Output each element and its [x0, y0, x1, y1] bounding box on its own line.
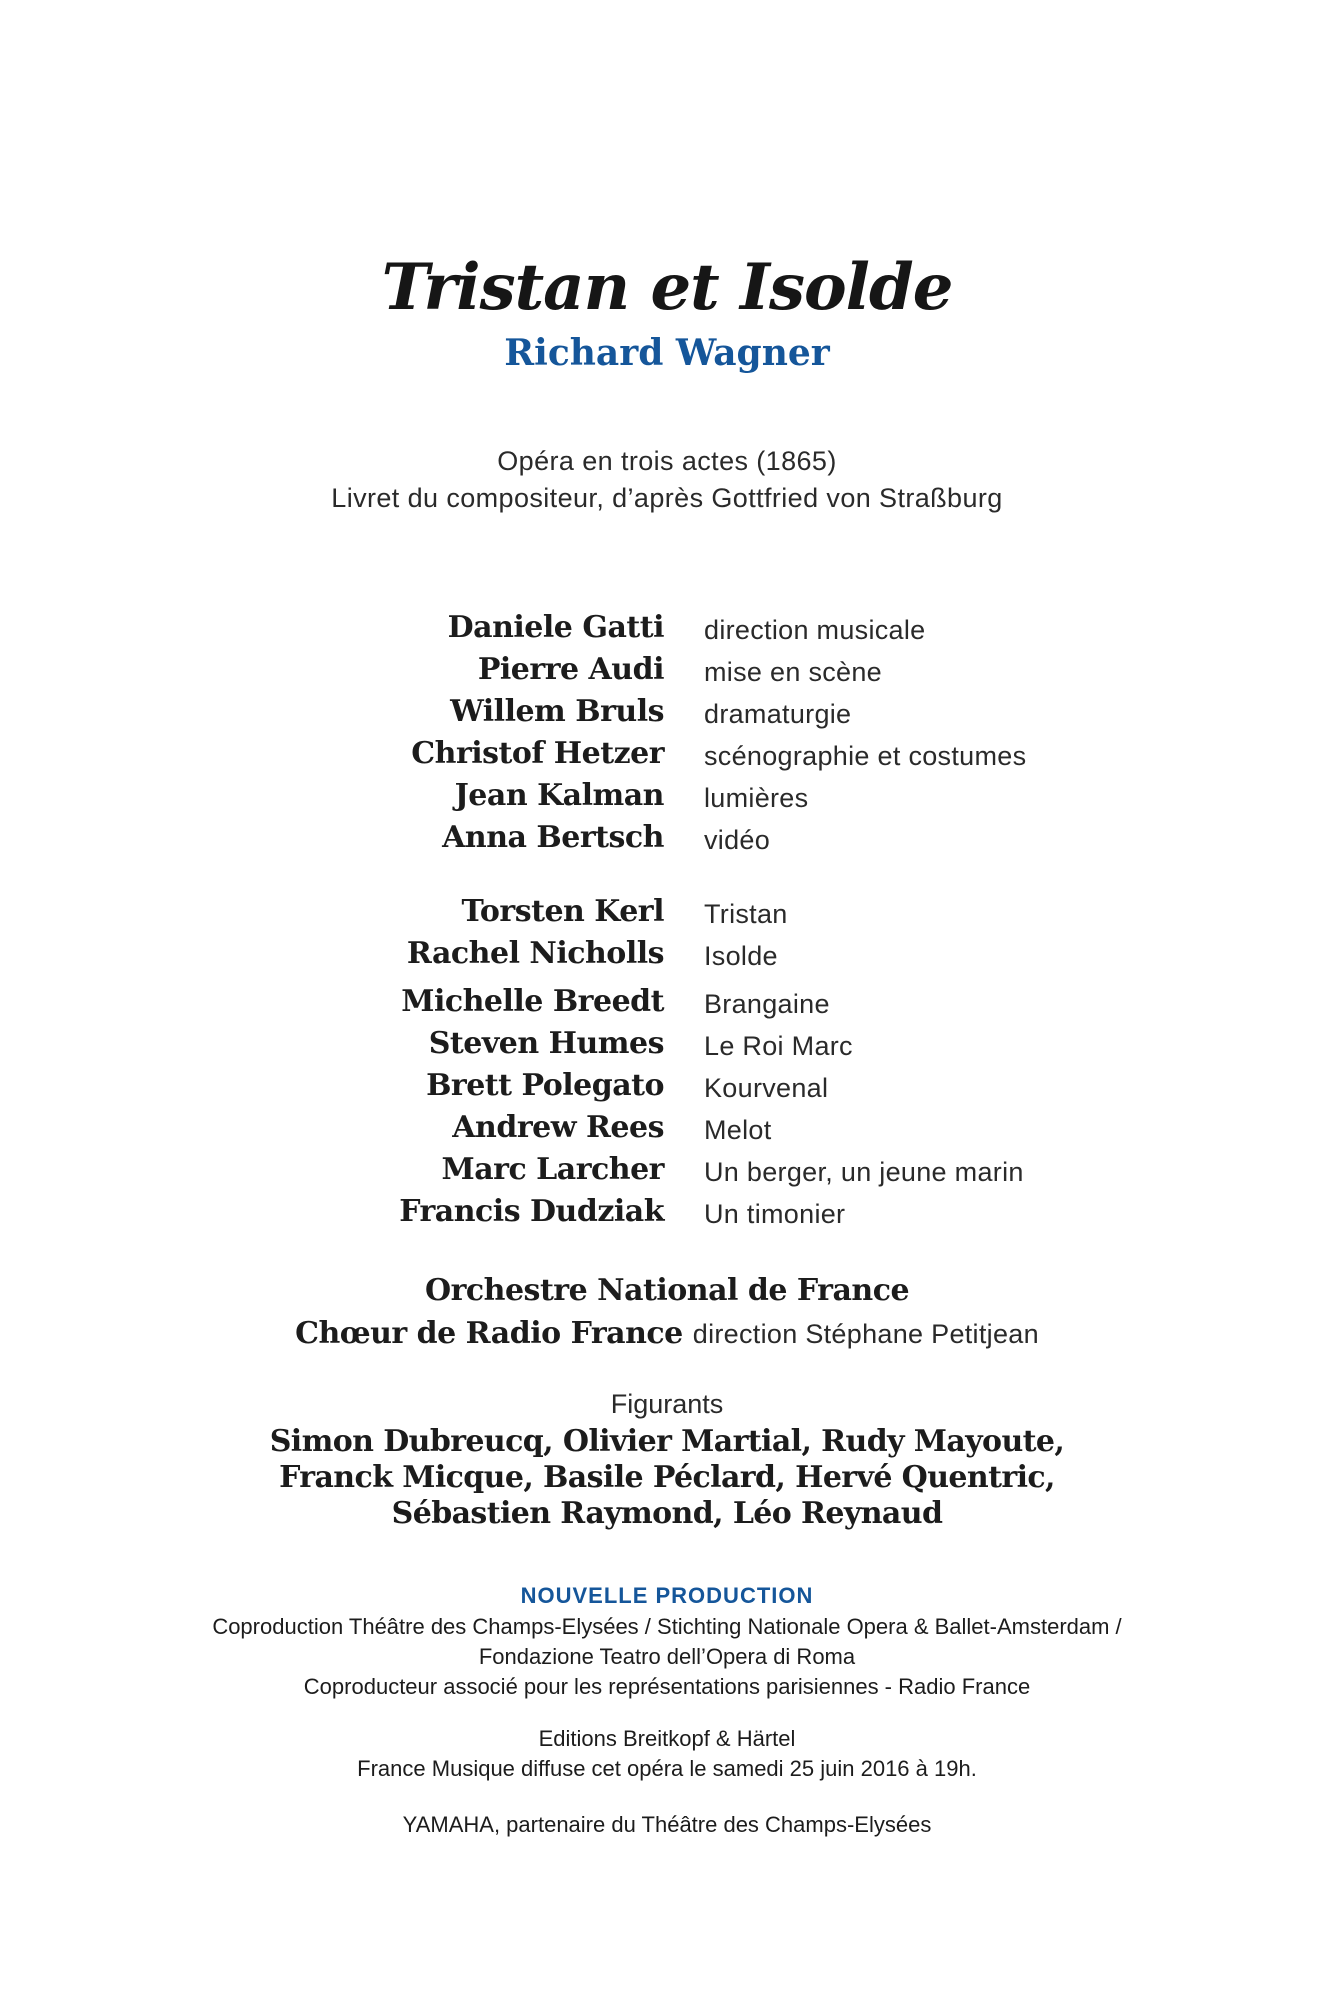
character-name: Le Roi Marc [704, 1031, 853, 1061]
sponsor-line: YAMAHA, partenaire du Théâtre des Champs-Elysées [402, 1812, 932, 1837]
extras-names [0, 1424, 1334, 1532]
credit-role: lumières [704, 783, 809, 813]
credit-role: mise en scène [704, 657, 882, 687]
production-label: NOUVELLE PRODUCTION [520, 1583, 814, 1608]
singer-name: Andrew Rees [452, 1110, 664, 1145]
singer-name: Brett Polegato [426, 1068, 664, 1103]
choir-name: Chœur de Radio France [295, 1316, 683, 1351]
credit-role: vidéo [704, 825, 771, 855]
character-name: Un timonier [704, 1199, 846, 1229]
credit-name: Willem Bruls [450, 694, 664, 729]
cast-row [0, 1065, 1334, 1107]
character-name: Tristan [704, 899, 788, 929]
character-name: Brangaine [704, 989, 830, 1019]
cast-row [0, 891, 1334, 933]
credit-row [0, 775, 1334, 817]
character-name: Kourvenal [704, 1073, 829, 1103]
character-name: Melot [704, 1115, 772, 1145]
singer-name: Michelle Breedt [401, 984, 664, 1019]
singer-name: Marc Larcher [441, 1152, 664, 1187]
extras-line: Sébastien Raymond, Léo Reynaud [391, 1496, 943, 1531]
credit-name: Christof Hetzer [411, 736, 664, 771]
character-name: Isolde [704, 941, 778, 971]
character-name: Un berger, un jeune marin [704, 1157, 1024, 1187]
orchestra-name: Orchestre National de France [424, 1273, 910, 1308]
singer-name: Francis Dudziak [399, 1194, 664, 1229]
choir-direction: direction Stéphane Petitjean [692, 1319, 1039, 1349]
subtitle-line-genre: Opéra en trois actes (1865) [497, 446, 837, 476]
credit-row [0, 649, 1334, 691]
broadcast-line: France Musique diffuse cet opéra le samedi 25 juin 2016 à 19h. [357, 1756, 977, 1781]
cast-row [0, 981, 1334, 1023]
subtitle-line-libretto: Livret du compositeur, d’après Gottfried von Straßburg [331, 483, 1003, 513]
extras-line: Franck Micque, Basile Péclard, Hervé Quentric, [279, 1460, 1055, 1495]
credit-name: Jean Kalman [454, 778, 664, 813]
editions-line: Editions Breitkopf & Härtel [538, 1726, 796, 1751]
opera-subtitle [0, 443, 1334, 517]
credit-name: Pierre Audi [477, 652, 664, 687]
extras-label: Figurants [610, 1389, 724, 1419]
cast-row [0, 1023, 1334, 1065]
coproduction-info [0, 1612, 1334, 1702]
singer-name: Rachel Nicholls [406, 936, 664, 971]
publishing-info [0, 1724, 1334, 1784]
credit-role: dramaturgie [704, 699, 852, 729]
opera-title: Tristan et Isolde [381, 250, 953, 325]
singer-name: Torsten Kerl [461, 894, 664, 929]
coproduction-line: Coproducteur associé pour les représentations parisiennes - Radio France [303, 1674, 1031, 1699]
credit-role: direction musicale [704, 615, 926, 645]
singer-name: Steven Humes [428, 1026, 664, 1061]
credit-row [0, 607, 1334, 649]
credit-name: Anna Bertsch [442, 820, 664, 855]
credit-name: Daniele Gatti [447, 610, 664, 645]
extras-line: Simon Dubreucq, Olivier Martial, Rudy Mayoute, [269, 1424, 1065, 1459]
choir-line [0, 1316, 1334, 1351]
cast-row [0, 1149, 1334, 1191]
credit-role: scénographie et costumes [704, 741, 1027, 771]
coproduction-line: Fondazione Teatro dell’Opera di Roma [478, 1644, 856, 1669]
credit-row [0, 817, 1334, 859]
coproduction-line: Coproduction Théâtre des Champs-Elysées / Stichting Nationale Opera & Ballet-Amsterdam / [212, 1614, 1122, 1639]
composer-name: Richard Wagner [504, 332, 830, 374]
cast-row [0, 1191, 1334, 1233]
credit-row [0, 691, 1334, 733]
credit-row [0, 733, 1334, 775]
cast-row [0, 1107, 1334, 1149]
cast-row [0, 933, 1334, 975]
